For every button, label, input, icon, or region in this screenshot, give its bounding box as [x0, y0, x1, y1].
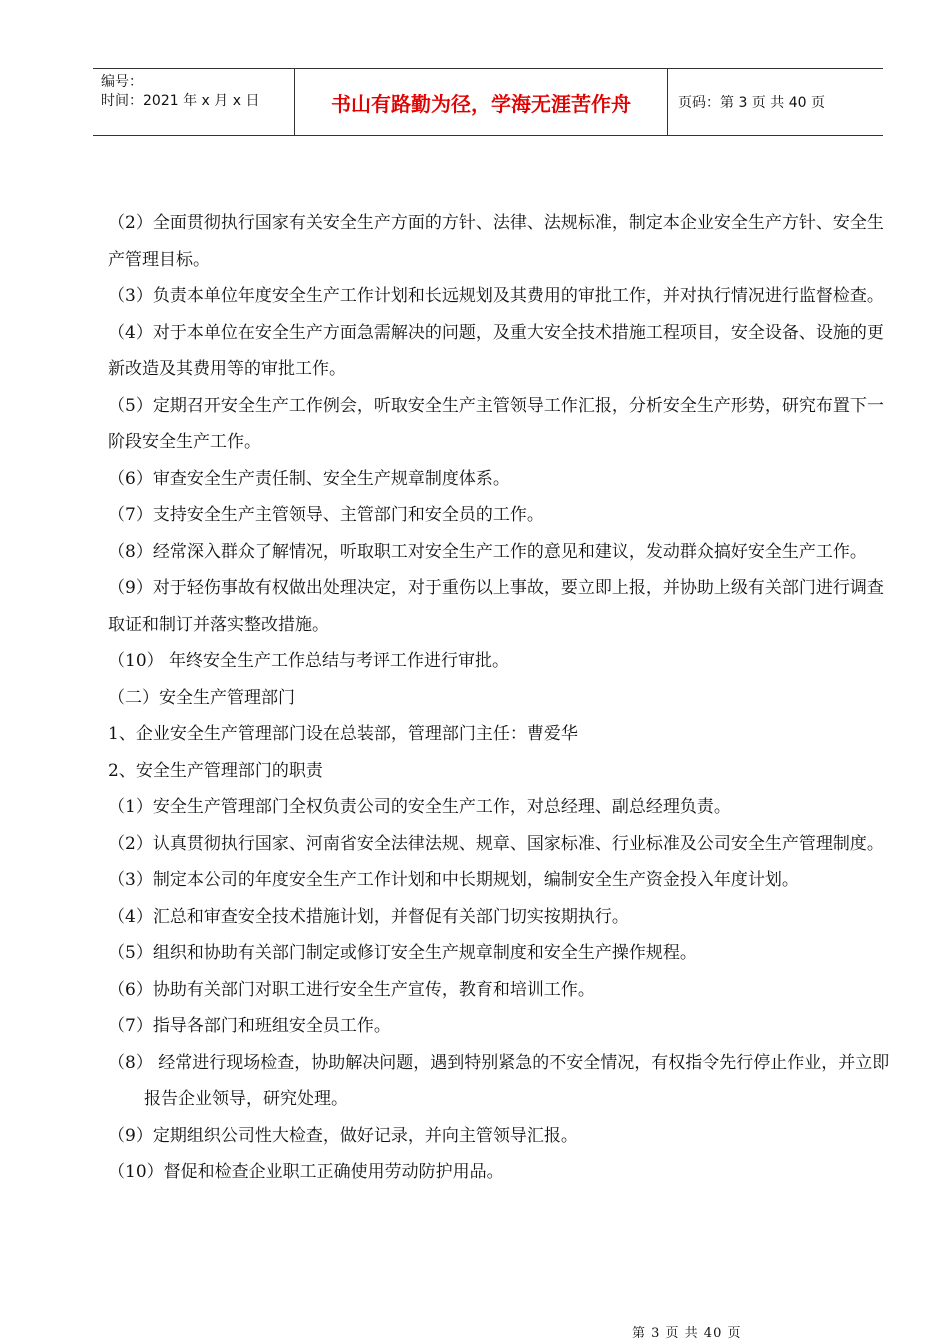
paragraph: 2、安全生产管理部门的职责 [108, 760, 323, 781]
header-motto: 书山有路勤为径，学海无涯苦作舟 [295, 69, 668, 135]
time-label: 时间：2021 年 x 月 x 日 [101, 93, 260, 109]
paragraph: 1、企业安全生产管理部门设在总装部，管理部门主任：曹爱华 [108, 724, 578, 744]
paragraph: （4）汇总和审查安全技术措施计划，并督促有关部门切实按期执行。 [108, 906, 629, 927]
paragraph: （9）定期组织公司性大检查，做好记录，并向主管领导汇报。 [108, 1125, 578, 1146]
paragraph: （5）组织和协助有关部门制定或修订安全生产规章制度和安全生产操作规程。 [108, 943, 697, 963]
paragraph: （8） 经常进行现场检查，协助解决问题，遇到特别紧急的不安全情况，有权指令先行停止作业，并立即报告企业领导，研究处理。 [108, 1052, 890, 1109]
header-page-info: 页码：第 3 页 共 40 页 [678, 95, 825, 111]
paragraph: （10）督促和检查企业职工正确使用劳动防护用品。 [108, 1162, 504, 1182]
paragraph: （2）认真贯彻执行国家、河南省安全法律法规、规章、国家标准、行业标准及公司安全生产管理制度。 [108, 833, 884, 854]
paragraph: （6）审查安全生产责任制、安全生产规章制度体系。 [108, 468, 510, 489]
paragraph: （9）对于轻伤事故有权做出处理决定，对于重伤以上事故，要立即上报，并协助上级有关部门进行调查取证和制订并落实整改措施。 [108, 578, 884, 635]
paragraph: （2）全面贯彻执行国家有关安全生产方面的方针、法律、法规标准，制定本企业安全生产方针、安全生产管理目标。 [108, 213, 884, 270]
paragraph: （6）协助有关部门对职工进行安全生产宣传，教育和培训工作。 [108, 979, 595, 1000]
document-body [108, 205, 893, 1191]
paragraph: （8）经常深入群众了解情况，听取职工对安全生产工作的意见和建议，发动群众搞好安全生产工作。 [108, 541, 867, 562]
paragraph: （7）指导各部门和班组安全员工作。 [108, 1016, 391, 1036]
paragraph: （4）对于本单位在安全生产方面急需解决的问题，及重大安全技术措施工程项目，安全设备、设施的更新改造及其费用等的审批工作。 [108, 322, 884, 379]
paragraph: （3）制定本公司的年度安全生产工作计划和中长期规划，编制安全生产资金投入年度计划。 [108, 870, 799, 890]
paragraph: （7）支持安全生产主管领导、主管部门和安全员的工作。 [108, 505, 544, 525]
number-label: 编号： [101, 74, 143, 90]
header-meta [93, 69, 295, 135]
paragraph: （3）负责本单位年度安全生产工作计划和长远规划及其费用的审批工作，并对执行情况进行监督检查。 [108, 286, 884, 306]
section-heading: （二）安全生产管理部门 [108, 687, 295, 708]
paragraph: （1）安全生产管理部门全权负责公司的安全生产工作，对总经理、副总经理负责。 [108, 797, 731, 817]
paragraph: （5）定期召开安全生产工作例会，听取安全生产主管领导工作汇报，分析安全生产形势，研究布置下一阶段安全生产工作。 [108, 395, 884, 452]
page-footer: 第 3 页 共 40 页 [632, 1326, 742, 1341]
paragraph: （10） 年终安全生产工作总结与考评工作进行审批。 [108, 651, 510, 671]
page-header [93, 68, 883, 136]
